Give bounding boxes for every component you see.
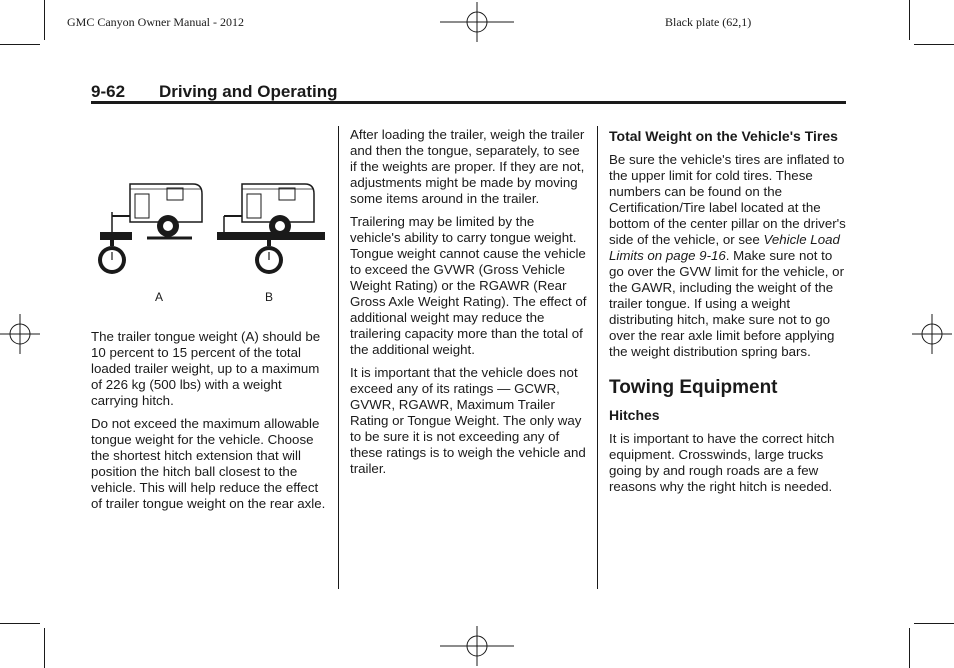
paragraph-trailering-limits: Trailering may be limited by the vehicle's ability to carry tongue weight. Tongue weight cannot cause the vehicle to exceed the GVWR (Gross Vehicle Weight Rating) or the RGAWR (Rear Gross Axle Weight Rating). The effect of additional weight may reduce the trailering capacity more than the total of the additional weight. (350, 214, 587, 357)
heading-total-weight: Total Weight on the Vehicle's Tires (609, 128, 838, 144)
paragraph-text: . Make sure not to go over the GVW limit for the vehicle, or the GAWR, including the weight of the trailer tongue. If using a weight distributing hitch, make sure not to go over the rear axle limit before applying the weight distribution spring bars. (609, 248, 845, 359)
section-title: Driving and Operating (159, 82, 338, 101)
trailer-a-drawing (98, 184, 202, 274)
figure-label-b: B (265, 290, 274, 304)
registration-mark-left (0, 314, 40, 354)
paragraph-ratings: It is important that the vehicle does not exceed any of its ratings — GCWR, GVWR, RGAWR, Maximum Trailer Rating or Tongue Weight. The only way to be sure it is not exceeding any of these ratings is to weigh the vehicle and trailer. (350, 365, 586, 476)
registration-mark-top (440, 2, 514, 42)
cross-reference-link[interactable]: Vehicle Load Limits on page 9-16 (609, 232, 840, 263)
paragraph-hitches: It is important to have the correct hitch equipment. Crosswinds, large trucks going by and rough roads are a few reasons why the right hitch is needed. (609, 431, 835, 494)
paragraph-max-tongue-weight: Do not exceed the maximum allowable tongue weight for the vehicle. Choose the shortest hitch extension that will position the hitch ball closest to the vehicle. This will help reduce the effect of trailer tongue weight on the rear axle. (91, 416, 326, 511)
heading-towing-equipment: Towing Equipment (609, 377, 778, 398)
crop-mark (909, 0, 910, 40)
registration-mark-right (912, 314, 952, 354)
page-number: 9-62 (91, 82, 126, 101)
registration-mark-bottom (440, 626, 514, 666)
paragraph-weigh-trailer: After loading the trailer, weigh the trailer and then the tongue, separately, to see if the weights are proper. If they are not, adjustments might be made by moving some items around in the trailer. (350, 127, 585, 206)
section-heading (91, 82, 338, 102)
trailer-b-drawing (217, 184, 325, 274)
manual-title: GMC Canyon Owner Manual - 2012 (67, 15, 244, 29)
column-1 (91, 329, 327, 519)
plate-label: Black plate (62,1) (665, 15, 752, 29)
crop-mark (914, 623, 954, 624)
paragraph-tire-inflation (609, 152, 849, 360)
crop-mark (909, 628, 910, 668)
paragraph-tongue-weight: The trailer tongue weight (A) should be 10 percent to 15 percent of the total loaded trailer weight, up to a maximum of 226 kg (500 lbs) with a weight carrying hitch. (91, 329, 321, 408)
column-divider (597, 126, 598, 589)
section-rule (91, 101, 846, 104)
column-3 (609, 127, 849, 502)
crop-mark (914, 44, 954, 45)
column-divider (338, 126, 339, 589)
tongue-weight-illustration (95, 172, 325, 282)
crop-mark (0, 623, 40, 624)
paragraph-text: Be sure the vehicle's tires are inflated to the upper limit for cold tires. These numbers can be found on the Certification/Tire label located at the bottom of the center pillar on the driver's side of the vehicle, or see (609, 152, 846, 247)
crop-mark (44, 628, 45, 668)
figure-label-a: A (155, 290, 164, 304)
crop-mark (44, 0, 45, 40)
column-2 (350, 127, 588, 484)
crop-mark (0, 44, 40, 45)
heading-hitches: Hitches (609, 407, 660, 423)
